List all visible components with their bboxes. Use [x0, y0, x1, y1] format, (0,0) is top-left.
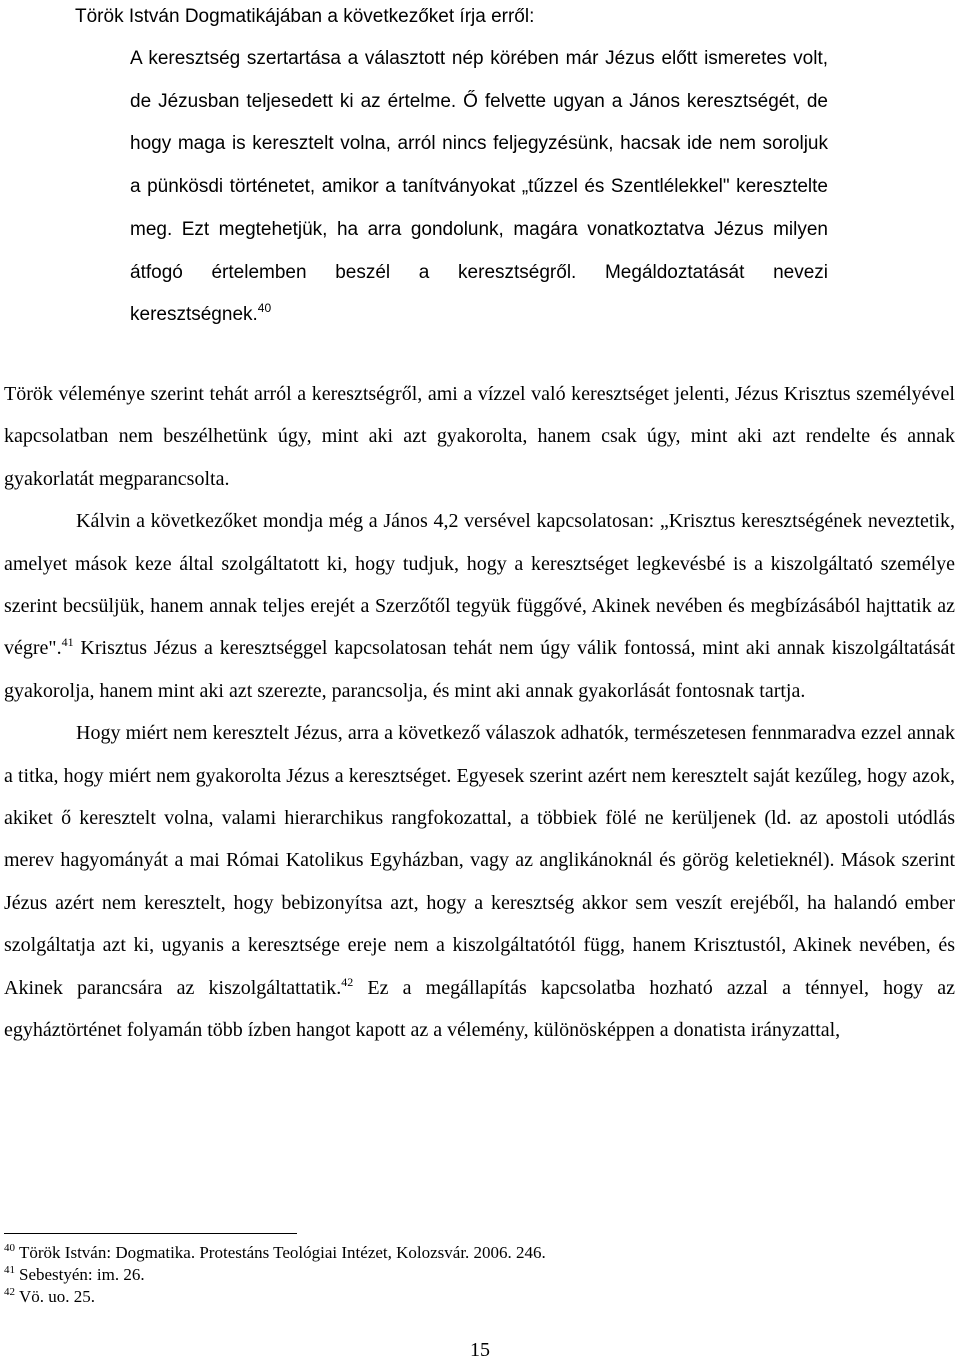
footnote-number: 41 [4, 1264, 15, 1276]
page-number: 15 [470, 1339, 490, 1361]
footnote-text: Török István: Dogmatika. Protestáns Teológiai Intézet, Kolozsvár. 2006. 246. [19, 1243, 546, 1262]
footnote-42 [4, 1286, 546, 1308]
footnote-ref-42[interactable]: 42 [341, 974, 354, 989]
footnotes [4, 1242, 546, 1308]
paragraph-2 [4, 500, 955, 712]
footnote-number: 42 [4, 1286, 15, 1298]
paragraph-3 [4, 712, 955, 1051]
footnote-text: Sebestyén: im. 26. [19, 1265, 145, 1284]
paragraph-text: Hogy miért nem keresztelt Jézus, arra a következő válaszok adhatók, természetesen fennmaradva ezzel annak a titka, hogy miért nem gyakorolta Jézus a keresztséget. Egyesek szerint azért nem keresztelt saját kezűleg, hogy azok, akiket ő keresztelt volna, valami hierarchikus rangfokozattal, a többiek fölé ne kerüljenek (ld. az apostoli utódlás merev hagyományát a mai Római Katolikus Egyházban, vagy az anglikánoknál és görög keletieknél). Mások szerint Jézus azért nem keresztelt, hogy bebizonyítsa azt, hogy a keresztség akkor sem veszít erejéből, ha halandó ember szolgáltatja azt ki, ugyanis a keresztsége ereje nem a kiszolgáltatótól függ, hanem Krisztustól, Akinek nevében, és Akinek parancsára az kiszolgáltattatik. [4, 722, 955, 999]
body-text [4, 373, 955, 1052]
block-quote [130, 38, 828, 337]
paragraph-text-continued: Ez a megállapítás kapcsolatba hozható azzal a ténnyel, hogy az egyháztörténet folyamán több ízben hangot kapott az a vélemény, különösképpen a donatista irányzattal, [4, 976, 955, 1042]
footnote-text: Vö. uo. 25. [19, 1287, 96, 1306]
intro-line: Török István Dogmatikájában a következőket írja erről: [75, 6, 535, 27]
paragraph-1 [4, 373, 955, 500]
paragraph-text: Török véleménye szerint tehát arról a keresztségről, ami a vízzel való keresztséget jelenti, Jézus Krisztus személyével kapcsolatban nem beszélhetünk úgy, mint aki azt gyakorolta, hanem csak úgy, mint aki azt rendelte és annak gyakorlatát megparancsolta. [4, 383, 955, 490]
paragraph-text-continued: Krisztus Jézus a keresztséggel kapcsolatosan tehát nem úgy válik fontossá, mint aki annak kiszolgáltatását gyakorolja, hanem mint aki azt szerezte, parancsolja, és mint aki annak gyakorlását fontosnak tartja. [4, 637, 955, 702]
footnote-number: 40 [4, 1242, 15, 1254]
footnote-ref-40[interactable]: 40 [257, 301, 272, 316]
footnote-40 [4, 1242, 546, 1264]
footnote-ref-41[interactable]: 41 [61, 635, 74, 650]
footnote-41 [4, 1264, 546, 1286]
paragraph-text: Kálvin a következőket mondja még a János 4,2 versével kapcsolatosan: „Krisztus keresztségének neveztetik, amelyet mások keze által szolgáltatott ki, hogy tudjuk, hogy a keresztséget legkevésbé is a kiszolgáltató személye szerint becsüljük, hanem annak teljes erejét a Szerzőtől tegyük függővé, Akinek nevében és megbízásából hajttatik az végre". [4, 510, 955, 660]
footnote-separator [4, 1233, 297, 1234]
quote-text: A keresztség szertartása a választott nép körében már Jézus előtt ismeretes volt, de Jézusban teljesedett ki az értelme. Ő felvette ugyan a János keresztségét, de hogy maga is keresztelt volna, arról nincs feljegyzésünk, hacsak ide nem soroljuk a pünkösdi történetet, amikor a tanítványokat „tűzzel és Szentlélekkel" keresztelte meg. Ezt megtehetjük, ha arra gondolunk, magára vonatkoztatva Jézus milyen átfogó értelemben beszél a keresztségről. Megáldoztatását nevezi keresztségnek. [130, 48, 828, 326]
